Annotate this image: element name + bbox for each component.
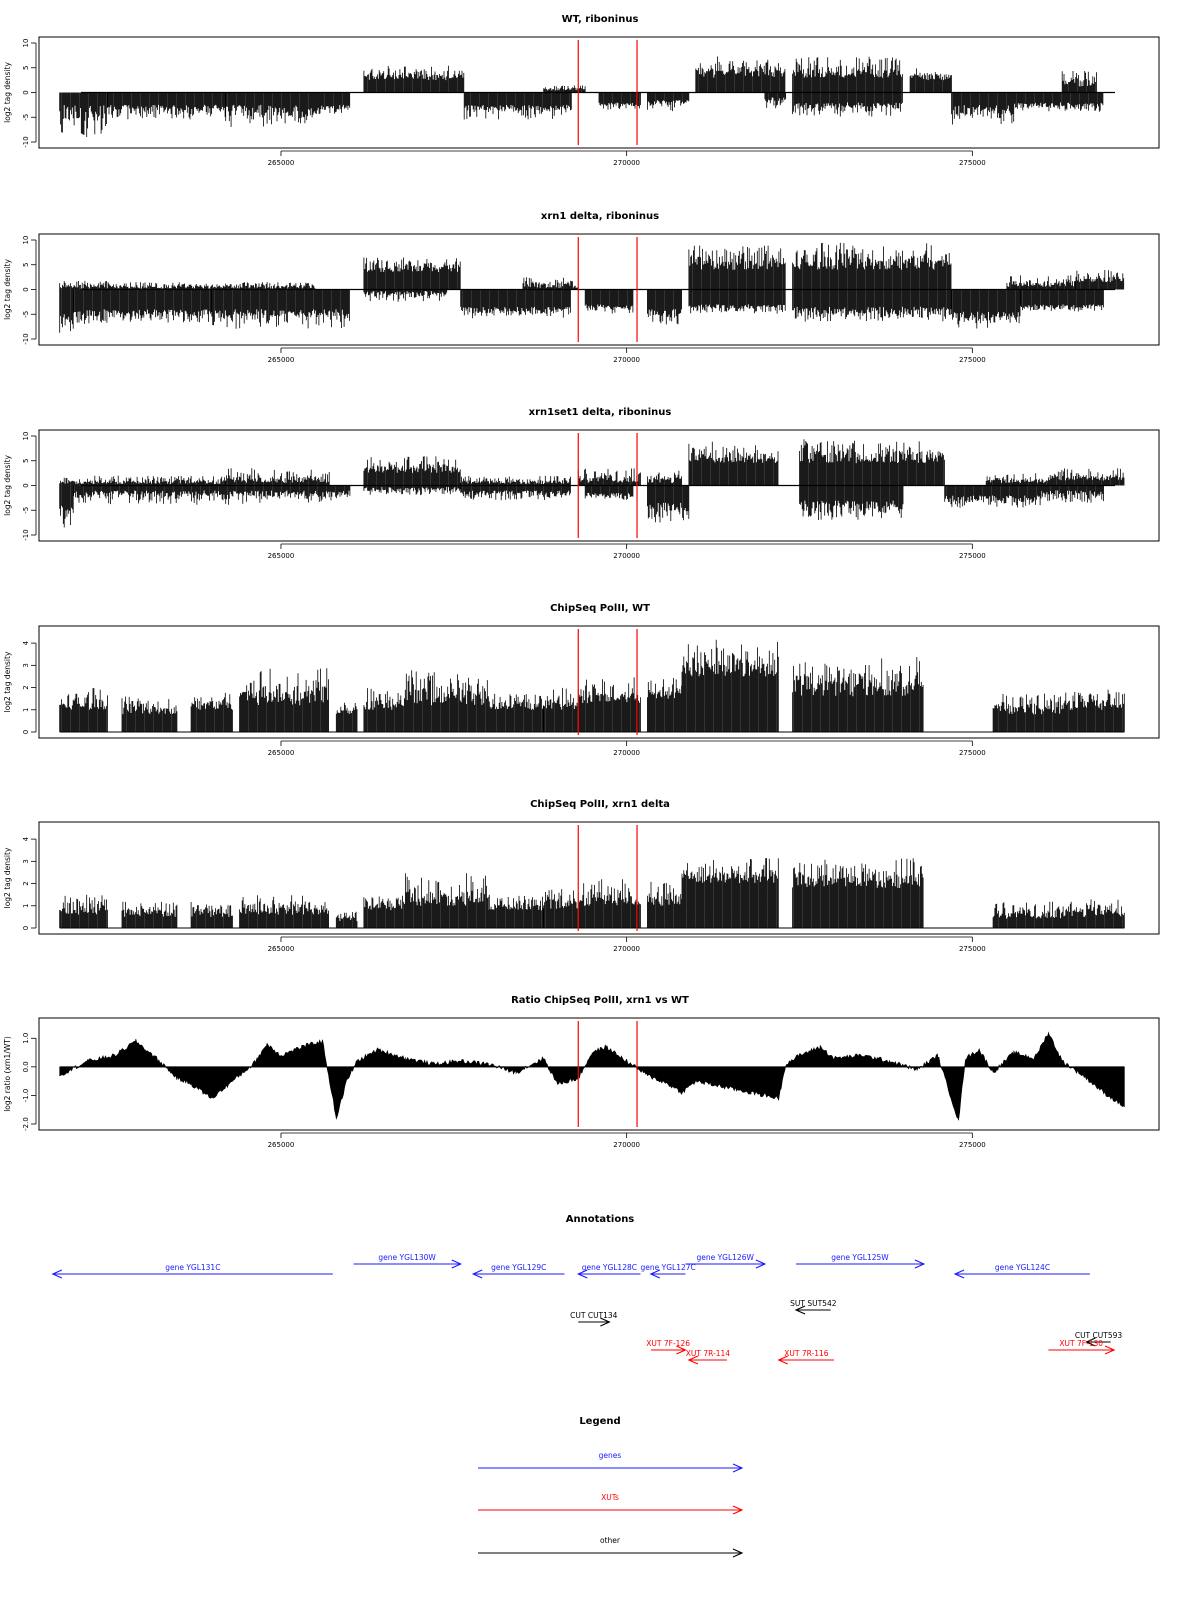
annotation-gene	[685, 1253, 765, 1268]
y-axis-label: log2 tag density	[3, 62, 12, 123]
data-bars	[60, 439, 1124, 527]
annotation-gene	[473, 1263, 564, 1278]
data-series-minus	[60, 93, 1103, 138]
y-tick-label: 3	[22, 859, 30, 864]
panel-title: xrn1 delta, riboninus	[540, 211, 660, 222]
legend-label: genes	[598, 1451, 622, 1460]
data-series-plus	[60, 439, 1124, 485]
annotation-label: CUT CUT593	[1074, 1331, 1123, 1340]
y-tick-label: 1	[22, 903, 30, 909]
annotation-gene	[53, 1263, 333, 1278]
x-tick-label: 270000	[613, 159, 641, 167]
y-axis-label: log2 tag density	[3, 651, 12, 713]
y-tick-label: 0.0	[22, 1061, 30, 1073]
data-bars	[60, 640, 1125, 732]
annotation-gene	[578, 1263, 640, 1278]
annotation-label: XUT 7R-116	[784, 1349, 829, 1358]
x-tick-label: 275000	[958, 1141, 986, 1149]
y-tick-label: 5	[22, 65, 30, 70]
legend-label: other	[600, 1536, 620, 1545]
data-bars	[60, 243, 1124, 333]
x-tick-label: 265000	[267, 356, 295, 364]
annotation-label: SUT SUT542	[790, 1299, 837, 1308]
annotation-xut	[646, 1339, 690, 1354]
legend-title: Legend	[579, 1416, 621, 1427]
annotation-label: gene YGL124C	[994, 1263, 1051, 1272]
y-tick-label: -2.0	[22, 1117, 30, 1131]
annotation-gene	[641, 1263, 696, 1278]
ratio-area	[60, 1033, 1125, 1121]
y-axis-label: log2 tag density	[3, 259, 12, 320]
annotations-title: Annotations	[565, 1214, 635, 1225]
y-tick-label: 5	[22, 262, 30, 267]
y-tick-label: 1.0	[22, 1032, 30, 1044]
x-tick-label: 270000	[613, 749, 641, 757]
annotation-label: gene YGL129C	[491, 1263, 547, 1272]
annotation-xut	[1048, 1339, 1114, 1354]
x-tick-label: 270000	[613, 552, 641, 560]
annotation-label: CUT CUT134	[570, 1311, 618, 1320]
y-tick-label: 10	[22, 235, 30, 245]
data-series-minus	[60, 486, 1104, 528]
y-tick-label: -5	[22, 506, 30, 514]
y-tick-label: 0	[22, 729, 30, 735]
annotation-label: XUT 7F-130	[1059, 1339, 1104, 1348]
y-tick-label: -10	[22, 529, 30, 541]
x-tick-label: 265000	[267, 552, 295, 560]
x-tick-label: 265000	[267, 159, 295, 167]
y-tick-label: 0	[22, 90, 30, 95]
panel-5	[3, 799, 1159, 953]
y-tick-label: 4	[22, 640, 30, 646]
x-tick-label: 270000	[613, 945, 641, 953]
data-series-plus	[364, 57, 1097, 93]
panel-title: xrn1set1 delta, riboninus	[528, 407, 672, 418]
panel-3	[3, 407, 1159, 560]
y-axis-label: log2 ratio (xrn1/WT)	[3, 1036, 12, 1112]
x-tick-label: 275000	[958, 945, 986, 953]
y-tick-label: 5	[22, 458, 30, 463]
x-tick-label: 275000	[958, 749, 986, 757]
y-tick-label: 0	[22, 483, 30, 488]
legend	[478, 1416, 742, 1557]
annotation-label: XUT 7F-126	[646, 1339, 690, 1348]
x-tick-label: 275000	[958, 159, 986, 167]
panel-1	[3, 14, 1159, 167]
annotations	[53, 1214, 1123, 1364]
x-tick-label: 270000	[613, 356, 641, 364]
annotation-label: gene YGL125W	[831, 1253, 889, 1262]
y-tick-label: 0	[22, 925, 30, 931]
y-tick-label: -5	[22, 310, 30, 318]
annotation-label: XUT 7R-114	[685, 1349, 731, 1358]
annotation-gene	[955, 1263, 1090, 1278]
data-series-plus	[60, 243, 1124, 290]
x-tick-label: 265000	[267, 945, 295, 953]
panel-title: ChipSeq PolII, WT	[550, 603, 650, 614]
annotation-label: gene YGL131C	[165, 1263, 221, 1272]
y-tick-label: 1	[22, 707, 30, 713]
panel-title: Ratio ChipSeq PolII, xrn1 vs WT	[511, 995, 689, 1006]
legend-item-other	[478, 1536, 742, 1557]
y-tick-label: 0	[22, 287, 30, 292]
annotation-other	[570, 1311, 618, 1326]
x-tick-label: 275000	[958, 356, 986, 364]
annotation-xut	[686, 1349, 731, 1364]
y-tick-label: 2	[22, 881, 30, 886]
y-tick-label: 2	[22, 685, 30, 690]
panel-4	[3, 603, 1159, 757]
y-axis-label: log2 tag density	[3, 847, 12, 909]
data-bars	[60, 858, 1125, 928]
annotation-label: gene YGL127C	[640, 1263, 696, 1272]
x-tick-label: 265000	[267, 1141, 295, 1149]
annotation-gene	[796, 1253, 924, 1268]
annotation-label: gene YGL130W	[378, 1253, 436, 1262]
data-bars	[60, 57, 1103, 138]
annotation-gene	[354, 1253, 461, 1268]
data-series-plus	[60, 640, 1125, 732]
y-tick-label: 10	[22, 38, 30, 48]
y-axis-label: log2 tag density	[3, 455, 12, 516]
annotation-other	[790, 1299, 837, 1314]
annotation-label: gene YGL128C	[581, 1263, 638, 1272]
legend-item-xut	[478, 1493, 742, 1514]
y-tick-label: -5	[22, 113, 30, 121]
annotation-xut	[779, 1349, 834, 1364]
data-series-plus	[60, 858, 1125, 928]
data-series-minus	[60, 290, 1104, 333]
y-tick-label: -1.0	[22, 1088, 30, 1103]
y-tick-label: 10	[22, 431, 30, 441]
y-tick-label: -10	[22, 333, 30, 345]
panel-title: WT, riboninus	[561, 14, 639, 25]
panel-2	[3, 211, 1159, 364]
panel-6	[3, 995, 1159, 1149]
legend-item-gene	[478, 1451, 742, 1472]
y-tick-label: 4	[22, 836, 30, 842]
x-tick-label: 270000	[613, 1141, 641, 1149]
legend-label: XUTs	[601, 1493, 619, 1502]
x-tick-label: 275000	[958, 552, 986, 560]
annotation-label: gene YGL126W	[696, 1253, 754, 1262]
x-tick-label: 265000	[267, 749, 295, 757]
y-tick-label: -10	[22, 136, 30, 148]
y-tick-label: 3	[22, 663, 30, 668]
panel-title: ChipSeq PolII, xrn1 delta	[530, 799, 670, 810]
